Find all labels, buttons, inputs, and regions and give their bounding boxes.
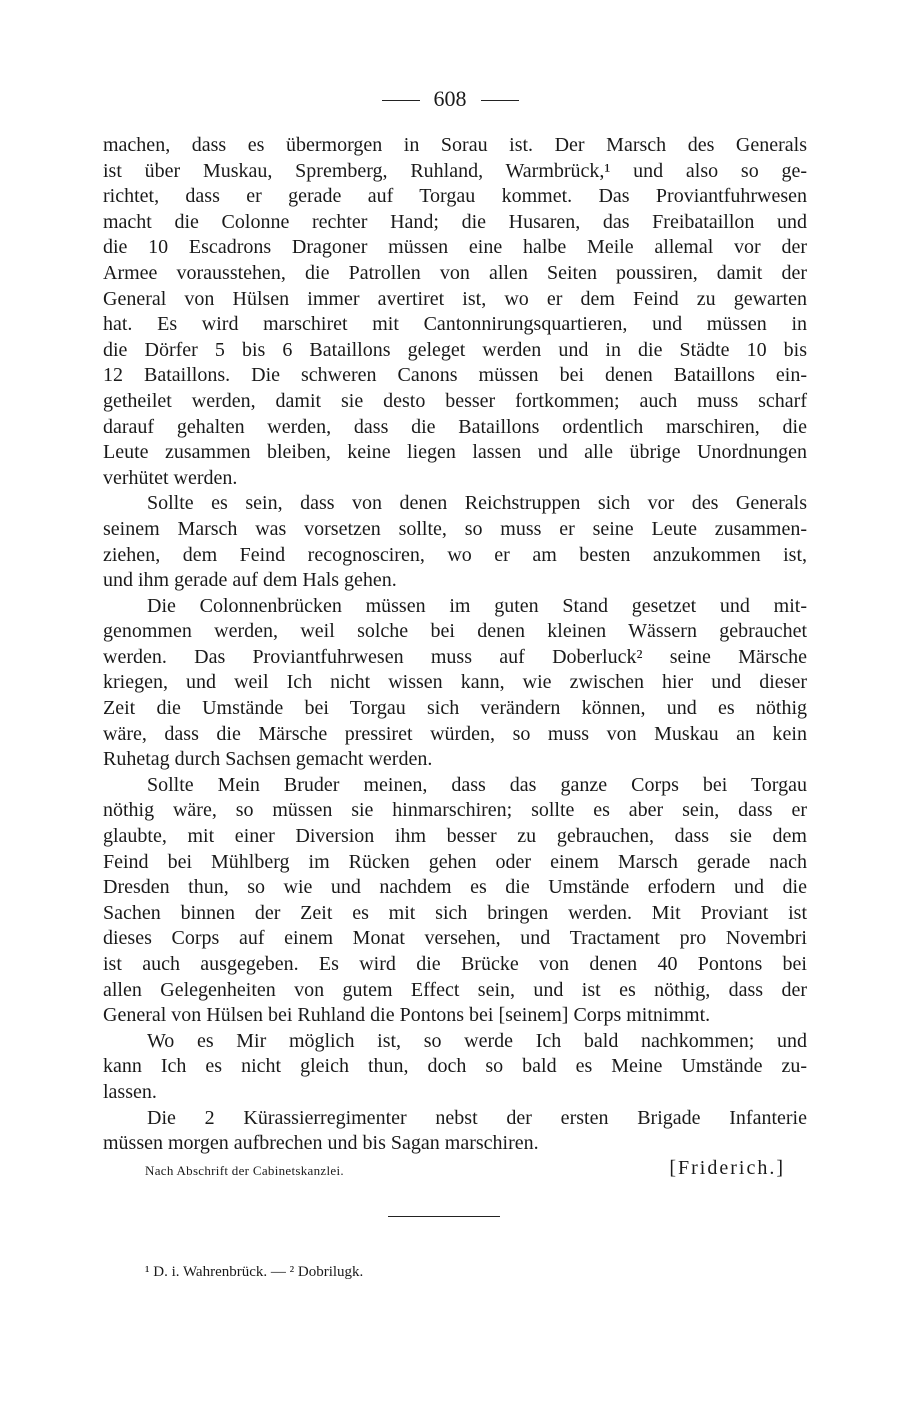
text-line: ziehen, dem Feind recognosciren, wo er am besten anzukommen ist, (103, 543, 807, 566)
text-line: Sachen binnen der Zeit es mit sich bringen werden. Mit Proviant ist (103, 901, 807, 924)
body-text (103, 133, 807, 1157)
text-line: Armee vorausstehen, die Patrollen von allen Seiten poussiren, damit der (103, 261, 807, 284)
text-line: richtet, dass er gerade auf Torgau kommet. Das Proviantfuhrwesen (103, 185, 807, 208)
text-line: seinem Marsch was vorsetzen sollte, so muss er seine Leute zusammen- (103, 517, 807, 540)
text-line: 12 Bataillons. Die schweren Canons müssen bei denen Bataillons ein- (103, 364, 807, 387)
text-line: kann Ich es nicht gleich thun, doch so bald es Meine Umstände zu- (103, 1055, 807, 1078)
text-line: Sollte es sein, dass von denen Reichstruppen sich vor des Generals (147, 492, 807, 515)
text-line: ist auch ausgegeben. Es wird die Brücke von denen 40 Pontons bei (103, 953, 807, 975)
text-line: die 10 Escadrons Dragoner müssen eine halbe Meile allemal vor der (103, 236, 807, 259)
source-note: Nach Abschrift der Cabinetskanzlei. (145, 1163, 344, 1178)
text-line: Dresden thun, so wie und nachdem es die Umstände erfodern und die (103, 876, 807, 899)
text-line: Feind bei Mühlberg im Rücken gehen oder einem Marsch gerade nach (103, 850, 807, 873)
text-line: General von Hülsen immer avertiret ist, wo er dem Feind zu gewarten (103, 287, 807, 310)
text-line: General von Hülsen bei Ruhland die Pontons bei [seinem] Corps mitnimmt. (103, 1004, 711, 1027)
page-header (0, 86, 900, 112)
header-dash-right (481, 100, 519, 101)
footnotes: ¹ D. i. Wahrenbrück. — ² Dobrilugk. (145, 1264, 364, 1280)
text-line: Sollte Mein Bruder meinen, dass das ganze Corps bei Torgau (147, 773, 807, 796)
text-line: dieses Corps auf einem Monat versehen, und Tractament pro Novembri (103, 927, 807, 950)
text-line: die Dörfer 5 bis 6 Bataillons geleget werden und in die Städte 10 bis (103, 338, 807, 361)
text-line: kriegen, und weil Ich nicht wissen kann, wie zwischen hier und dieser (103, 671, 807, 694)
text-line: getheilet werden, damit sie desto besser fortkommen; auch muss scharf (103, 389, 807, 412)
text-line: und ihm gerade auf dem Hals gehen. (103, 569, 397, 592)
text-line: Zeit die Umstände bei Torgau sich verändern können, und es nöthig (103, 697, 807, 720)
text-line: nöthig wäre, so müssen sie hinmarschiren; sollte es aber sein, dass er (103, 799, 807, 822)
text-line: werden. Das Proviantfuhrwesen muss auf Doberluck² seine Märsche (103, 645, 807, 668)
text-line: glaubte, mit einer Diversion ihm besser zu gebrauchen, dass sie dem (103, 825, 807, 848)
footnote-divider (388, 1216, 500, 1217)
text-line: machen, dass es übermorgen in Sorau ist. Der Marsch des Generals (103, 134, 807, 156)
text-line: Die 2 Kürassierregimenter nebst der ersten Brigade Infanterie (147, 1106, 807, 1129)
text-line: wäre, dass die Märsche pressiret würden, so muss von Muskau an kein (103, 722, 807, 745)
text-line: Die Colonnenbrücken müssen im guten Stand gesetzet und mit- (147, 594, 807, 617)
text-line: Wo es Mir möglich ist, so werde Ich bald nachkommen; und (147, 1029, 807, 1052)
signature: [Friderich.] (669, 1157, 785, 1179)
page-number: 608 (433, 86, 467, 111)
text-line: müssen morgen aufbrechen und bis Sagan marschiren. (103, 1132, 539, 1155)
text-line: lassen. (103, 1080, 157, 1103)
text-line: darauf gehalten werden, dass die Bataillons ordentlich marschiren, die (103, 415, 807, 438)
text-line: Ruhetag durch Sachsen gemacht werden. (103, 748, 433, 771)
text-line: allen Gelegenheiten von gutem Effect sein, und ist es nöthig, dass der (103, 978, 807, 1001)
text-line: verhütet werden. (103, 466, 238, 489)
text-line: ist über Muskau, Spremberg, Ruhland, Warmbrück,¹ und also so ge- (103, 159, 807, 182)
text-line: Leute zusammen bleiben, keine liegen lassen und alle übrige Unordnungen (103, 441, 807, 464)
header-dash-left (382, 100, 420, 101)
text-line: genommen werden, weil solche bei denen kleinen Wässern gebrauchet (103, 620, 807, 643)
text-line: hat. Es wird marschiret mit Cantonnirungsquartieren, und müssen in (103, 313, 807, 336)
text-line: macht die Colonne rechter Hand; die Husaren, das Freibataillon und (103, 210, 807, 233)
